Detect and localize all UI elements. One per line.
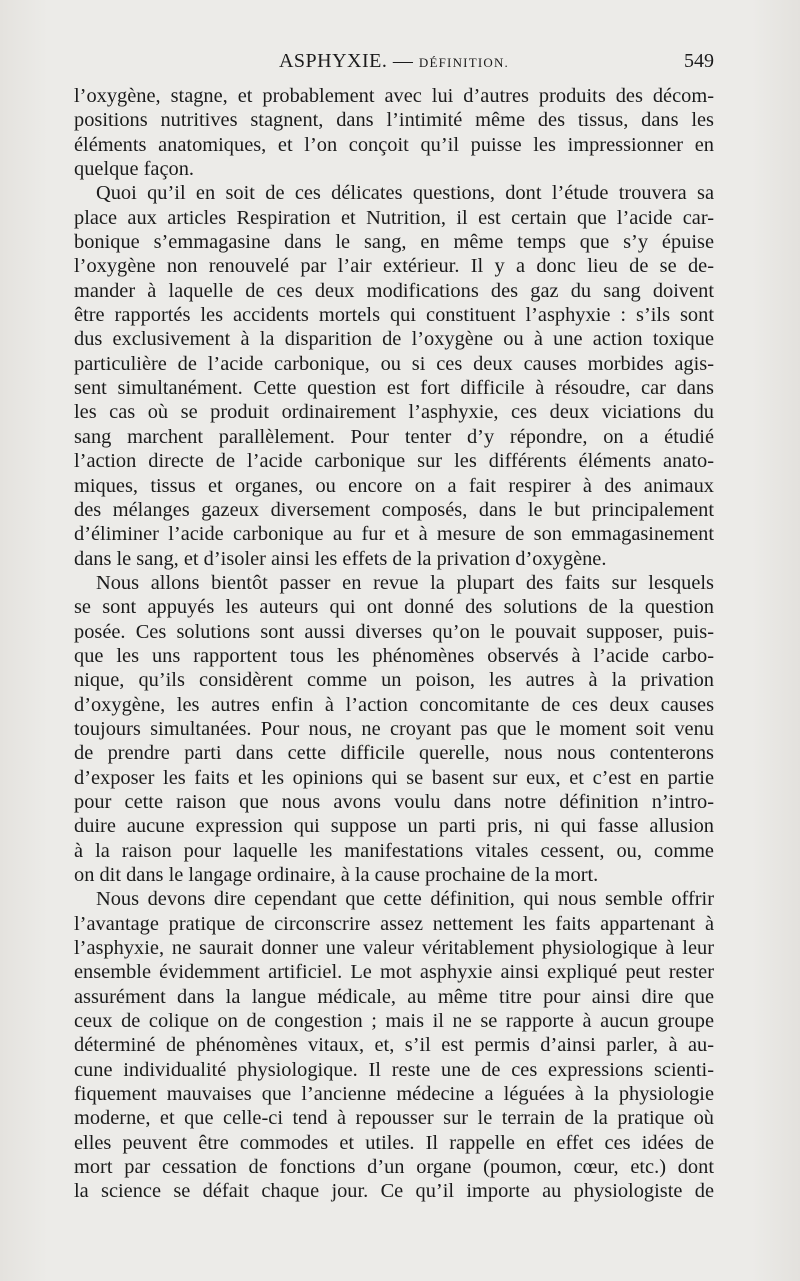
text-line: Nous devons dire cependant que cette définition, qui nous semble offrir xyxy=(96,888,714,911)
text-line: d’éliminer l’acide carbonique au fur et à mesure de son emmagasinement xyxy=(74,523,714,546)
text-line: l’asphyxie, ne saurait donner une valeur véritablement physiologique à leur xyxy=(74,937,714,960)
text-line: posée. Ces solutions sont aussi diverses qu’on le pouvait supposer, puis- xyxy=(74,620,714,643)
text-line: l’action directe de l’acide carbonique sur les différents éléments anato- xyxy=(74,450,714,473)
text-line: à la raison pour laquelle les manifestations vitales cessent, ou, comme xyxy=(74,839,714,862)
text-line: mander à laquelle de ces deux modifications des gaz du sang doivent xyxy=(74,279,714,302)
text-line: positions nutritives stagnent, dans l’intimité même des tissus, dans les xyxy=(74,109,714,132)
text-line: mort par cessation de fonctions d’un organe (poumon, cœur, etc.) dont xyxy=(74,1156,714,1179)
text-line: miques, tissus et organes, ou encore on a fait respirer à des animaux xyxy=(74,474,714,497)
text-line: l’oxygène non renouvelé par l’air extérieur. Il y a donc lieu de se de- xyxy=(74,255,714,278)
text-line: cune individualité physiologique. Il reste une de ces expressions scienti- xyxy=(74,1058,714,1081)
text-line: déterminé de phénomènes vitaux, et, s’il est permis d’ainsi parler, à au- xyxy=(74,1034,714,1057)
body-text xyxy=(74,84,714,1204)
text-line: des mélanges gazeux diversement composés, dans le but principalement xyxy=(74,498,714,521)
text-line: moderne, et que celle-ci tend à repousser sur le terrain de la pratique où xyxy=(74,1107,714,1130)
text-line: d’oxygène, les autres enfin à l’action concomitante de ces deux causes xyxy=(74,693,714,716)
text-line: que les uns rapportent tous les phénomènes observés à l’acide carbo- xyxy=(74,644,714,667)
text-line: dans le sang, et d’isoler ainsi les effets de la privation d’oxygène. xyxy=(74,547,607,570)
text-line: la science se défait chaque jour. Ce qu’il importe au physiologiste de xyxy=(74,1180,714,1203)
text-line: se sont appuyés les auteurs qui ont donné des solutions de la question xyxy=(74,596,714,619)
text-line: ceux de colique on de congestion ; mais il ne se rapporte à aucun groupe xyxy=(74,1010,714,1033)
text-line: Quoi qu’il en soit de ces délicates questions, dont l’étude trouvera sa xyxy=(96,182,714,205)
text-line: assurément dans la langue médicale, au même titre pour ainsi dire que xyxy=(74,985,714,1008)
text-line: bonique s’emmagasine dans le sang, en même temps que s’y épuise xyxy=(74,231,714,254)
text-line: fiquement mauvaises que l’ancienne médecine a léguées à la physiologie xyxy=(74,1083,714,1106)
text-line: Nous allons bientôt passer en revue la plupart des faits sur lesquels xyxy=(96,571,714,594)
running-title-main: ASPHYXIE. xyxy=(278,50,388,72)
text-line: les cas où se produit ordinairement l’asphyxie, ces deux viciations du xyxy=(74,401,714,424)
text-line: toujours simultanées. Pour nous, ne croyant pas que le moment soit venu xyxy=(74,717,714,740)
running-title xyxy=(74,46,714,78)
text-line: l’oxygène, stagne, et probablement avec lui d’autres produits des décom- xyxy=(74,85,714,107)
text-line: de prendre parti dans cette difficile querelle, nous nous contenterons xyxy=(74,742,714,765)
text-line: ensemble évidemment artificiel. Le mot asphyxie ainsi expliqué peut rester xyxy=(74,961,714,984)
text-line: sang marchent parallèlement. Pour tenter d’y répondre, on a étudié xyxy=(74,425,714,448)
running-title-section: DÉFINITION. xyxy=(418,55,509,70)
text-line: être rapportés les accidents mortels qui constituent l’asphyxie : s’ils sont xyxy=(74,304,714,327)
running-head xyxy=(74,46,714,76)
text-line: l’avantage pratique de circonscrire assez nettement les faits appartenant à xyxy=(74,912,714,935)
text-line: on dit dans le langage ordinaire, à la cause prochaine de la mort. xyxy=(74,864,599,886)
text-line: particulière de l’acide carbonique, ou si ces deux causes morbides agis- xyxy=(74,352,714,375)
running-title-dash: — xyxy=(392,50,414,72)
text-line: duire aucune expression qui suppose un parti pris, ni qui fasse allusion xyxy=(74,815,714,838)
text-line: quelque façon. xyxy=(74,158,195,181)
text-line: d’exposer les faits et les opinions qui se basent sur eux, et c’est en partie xyxy=(74,766,714,789)
text-line: sent simultanément. Cette question est fort difficile à résoudre, car dans xyxy=(74,377,714,400)
text-line: place aux articles Respiration et Nutrition, il est certain que l’acide car- xyxy=(74,206,714,229)
text-line: elles peuvent être commodes et utiles. Il rappelle en effet ces idées de xyxy=(74,1131,714,1154)
text-line: dus exclusivement à la disparition de l’oxygène ou à une action toxique xyxy=(74,328,714,351)
page-number: 549 xyxy=(684,50,714,72)
text-line: nique, qu’ils considèrent comme un poison, les autres à la privation xyxy=(74,669,714,692)
text-line: pour cette raison que nous avons voulu dans notre définition n’intro- xyxy=(74,790,714,813)
text-line: éléments anatomiques, et l’on conçoit qu’il puisse les impressionner en xyxy=(74,133,714,156)
